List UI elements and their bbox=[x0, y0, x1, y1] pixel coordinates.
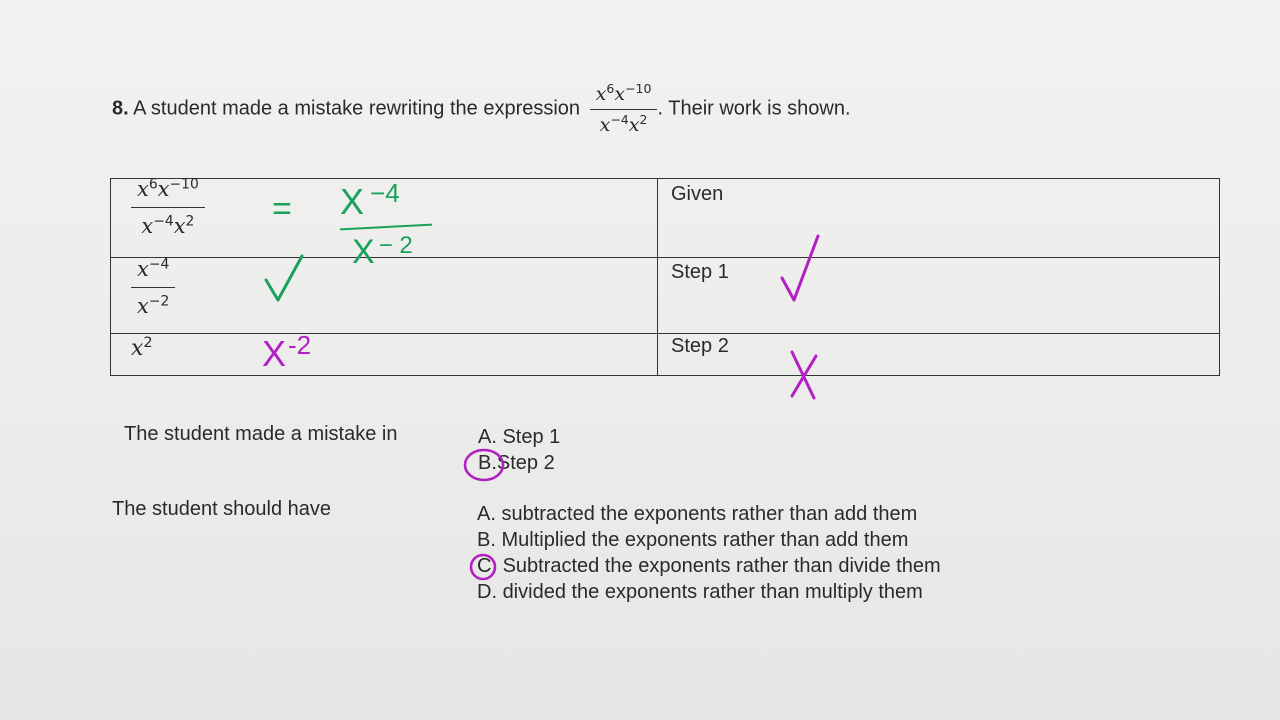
q1-prompt: The student made a mistake in bbox=[124, 423, 398, 445]
question-expression: $\frac{x^6x^{-10}}{x^{-4}x^2}$ bbox=[590, 82, 658, 136]
question-line bbox=[112, 82, 851, 136]
label-step2: Step 2 bbox=[671, 335, 729, 357]
step2-expression: $x^2$ bbox=[131, 335, 153, 361]
question-number: 8. bbox=[112, 97, 129, 120]
circled-answer-icon bbox=[462, 446, 508, 484]
question-text: A student made a mistake rewriting the expression bbox=[133, 97, 581, 120]
purple-cross-icon bbox=[784, 348, 824, 402]
handwritten-green-denominator: X $^{- 2}$ bbox=[352, 232, 413, 271]
handwritten-green-numerator: X $^{-4}$ bbox=[340, 178, 400, 222]
step1-expression: $\frac{x^{-4}}{x^{-2}}$ bbox=[131, 257, 175, 318]
label-given: Given bbox=[671, 183, 724, 205]
purple-check-icon bbox=[776, 232, 824, 304]
given-expression: $\frac{x^6x^{-10}}{x^{-4}x^2}$ bbox=[131, 177, 205, 238]
green-check-icon bbox=[262, 252, 306, 304]
q2-choice-d[interactable]: D. divided the exponents rather than multiply them bbox=[477, 581, 923, 603]
q2-choice-a[interactable]: A. subtracted the exponents rather than add them bbox=[477, 503, 918, 525]
label-step1: Step 1 bbox=[671, 261, 729, 283]
question-text-after: . Their work is shown. bbox=[657, 97, 851, 120]
q2-prompt: The student should have bbox=[112, 498, 332, 520]
handwritten-equals: = bbox=[272, 190, 292, 228]
q1-choice-b[interactable]: B.Step 2 bbox=[478, 452, 555, 474]
q2-choice-b[interactable]: B. Multiplied the exponents rather than add them bbox=[477, 529, 909, 551]
circled-answer-c-icon bbox=[468, 552, 498, 582]
q2-choice-c[interactable]: C. Subtracted the exponents rather than divide them bbox=[477, 555, 941, 577]
handwritten-purple-expression: $X^{-2}$ bbox=[262, 330, 312, 374]
q1-choice-a[interactable]: A. Step 1 bbox=[478, 426, 561, 448]
